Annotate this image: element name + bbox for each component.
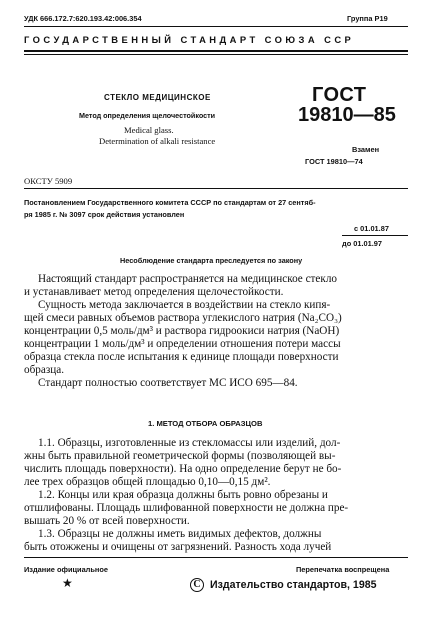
okstu-code: ОКСТУ 5909	[24, 176, 73, 186]
intro-line: и устанавливает метод определения щелочестойкости.	[24, 286, 284, 298]
section-line: числить площадь поверхности). На одно определение берут не бо-	[24, 463, 342, 475]
section-line: быть отожжены и очищены от загрязнений. Разность хода лучей	[24, 541, 332, 553]
footer-rule	[24, 557, 408, 558]
section-line: 1.1. Образцы, изготовленные из стекломассы или изделий, дол-	[38, 437, 341, 449]
decree-line-1: Постановлением Государственного комитета СССР по стандартам от 27 сентяб-	[24, 198, 316, 207]
intro-line: концентрации 1 моль/дм³ и определении отношения потери массы	[24, 338, 341, 350]
intro-line: Сущность метода заключается в воздействии на стекло кипя-	[38, 299, 331, 311]
standard-banner: ГОСУДАРСТВЕННЫЙ СТАНДАРТ СОЮЗА ССР	[24, 34, 355, 45]
intro-line: концентрации 0,5 моль/дм³ и раствора гидроокиси натрия (NaOH)	[24, 325, 340, 337]
section-line: отшлифованы. Площадь шлифованной поверхности не должна пре-	[24, 502, 349, 514]
intro-line: образца.	[24, 364, 65, 376]
reprint-notice: Перепечатка воспрещена	[296, 565, 390, 574]
valid-to: до 01.01.97	[342, 239, 383, 248]
intro-line: Стандарт полностью соответствует МС ИСО 695—84.	[38, 377, 298, 389]
okstu-rule	[24, 188, 408, 189]
section-title: 1. МЕТОД ОТБОРА ОБРАЗЦОВ	[148, 419, 263, 428]
title-en: Medical glass.	[124, 125, 174, 135]
group-code: Группа Р19	[347, 14, 388, 23]
banner-rule-thick	[24, 50, 408, 52]
gost-label: ГОСТ	[312, 84, 367, 106]
replaces-label: Взамен	[352, 145, 380, 154]
decree-line-2: ря 1985 г. № 3097 срок действия установлен	[24, 210, 185, 219]
gost-number: 19810—85	[298, 104, 396, 126]
udk-code: УДК 666.172.7:620.193.42:006.354	[24, 14, 142, 23]
section-line: вышать 20 % от всей поверхности.	[24, 515, 190, 527]
intro-line: Настоящий стандарт распространяется на медицинское стекло	[38, 273, 338, 285]
intro-line: щей смеси равных объемов раствора углекислого натрия (Na₂CO₃)	[24, 312, 342, 324]
section-line: 1.2. Концы или края образца должны быть ровно обрезаны и	[38, 489, 328, 501]
official-edition-label: Издание официальное	[24, 565, 109, 574]
banner-rule-thin	[24, 54, 408, 55]
validity-rule	[342, 235, 408, 236]
replaces-value: ГОСТ 19810—74	[305, 157, 363, 166]
publisher-line: Издательство стандартов, 1985	[210, 579, 377, 591]
subtitle-en: Determination of alkali resistance	[99, 136, 216, 146]
legal-notice: Несоблюдение стандарта преследуется по закону	[120, 256, 303, 265]
subtitle-ru: Метод определения щелочестойкости	[79, 111, 216, 120]
top-rule	[24, 26, 408, 27]
title-ru: СТЕКЛО МЕДИЦИНСКОЕ	[104, 93, 211, 102]
section-line: 1.3. Образцы не должны иметь видимых дефектов, должны	[38, 528, 322, 540]
section-line: лее трех образцов общей площадью 0,10—0,15 дм².	[24, 476, 271, 488]
intro-line: образца стекла после испытания к единице площади поверхности	[24, 351, 339, 363]
copyright-icon	[190, 578, 204, 592]
valid-from: с 01.01.87	[354, 224, 389, 233]
star-icon: ★	[62, 576, 73, 590]
section-line: жны быть правильной геометрической формы (позволяющей вы-	[24, 450, 336, 462]
copyright-letter: C	[193, 578, 201, 590]
